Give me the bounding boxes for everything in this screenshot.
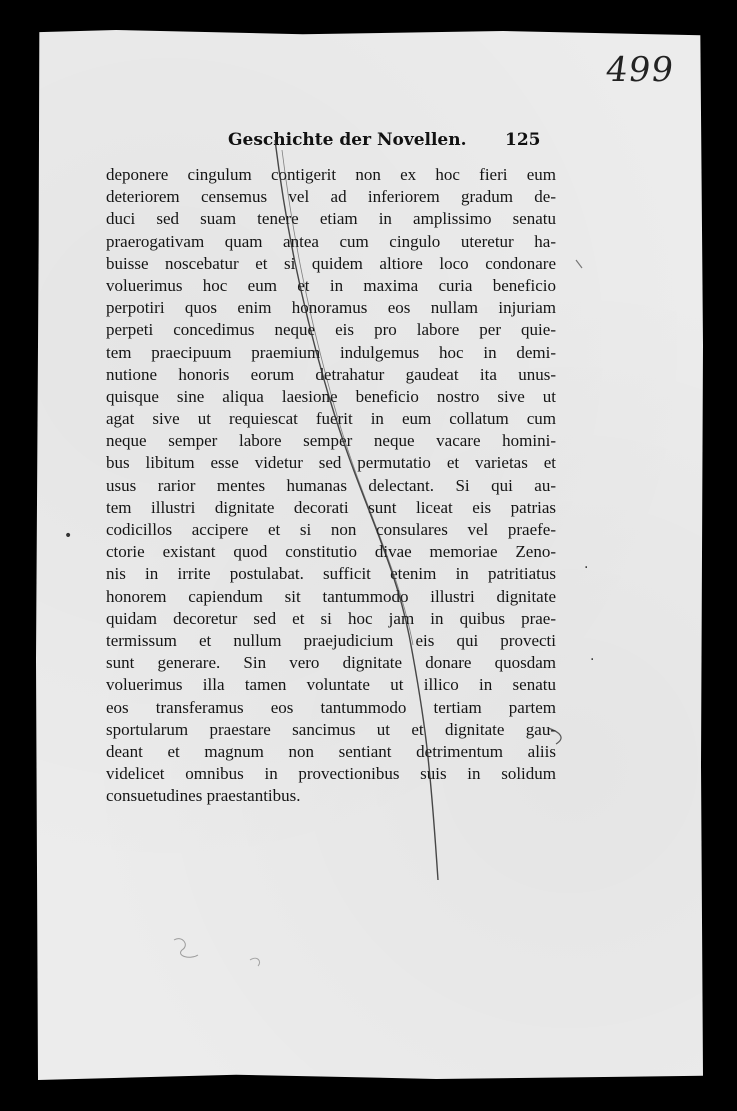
text-line: sportularum praestare sancimus ut et dignitate gau- [106, 719, 556, 739]
body-text [106, 164, 556, 807]
margin-mark: · [584, 560, 589, 576]
text-line: consuetudines praestantibus. [106, 786, 301, 806]
text-line: tem illustri dignitate decorati sunt liceat eis patrias [106, 497, 556, 517]
handwritten-folio-number: 499 [603, 50, 677, 90]
text-line: nutione honoris eorum detrahatur gaudeat ita unus- [106, 364, 556, 384]
text-line: praerogativam quam antea cum cingulo uteretur ha- [106, 231, 556, 251]
text-line: duci sed suam tenere etiam in amplissimo senatu [106, 209, 556, 229]
text-line: deant et magnum non sentiant detrimentum aliis [106, 741, 556, 761]
text-line: bus libitum esse videtur sed permutatio et varietas et [106, 453, 556, 473]
text-line: ctorie existant quod constitutio divae memoriae Zeno- [106, 542, 556, 562]
text-line: perpeti concedimus neque eis pro labore per quie- [106, 320, 556, 340]
page-number: 125 [505, 130, 541, 150]
text-line: usus rarior mentes humanas delectant. Si qui au- [106, 475, 556, 495]
text-line: perpotiri quos enim honoramus eos nullam injuriam [106, 298, 556, 318]
text-line: quisque sine aliqua laesione beneficio nostro sive ut [106, 386, 556, 406]
text-line: deteriorem censemus vel ad inferiorem gradum de- [106, 187, 556, 207]
text-line: videlicet omnibus in provectionibus suis in solidum [106, 764, 556, 784]
margin-mark: · [590, 652, 595, 668]
margin-dot: • [64, 528, 73, 544]
text-line: voluerimus hoc eum et in maxima curia beneficio [106, 275, 556, 295]
text-line: deponere cingulum contigerit non ex hoc fieri eum [106, 165, 556, 184]
text-line: sunt generare. Sin vero dignitate donare quosdam [106, 653, 556, 673]
text-line: tem praecipuum praemium indulgemus hoc in demi- [106, 342, 556, 362]
text-line: codicillos accipere et si non consulares vel praefe- [106, 520, 556, 539]
text-line: termissum et nullum praejudicium eis qui provecti [106, 630, 556, 650]
text-line: quidam decoretur sed et si hoc jam in quibus prae- [106, 608, 556, 628]
text-line: honorem capiendum sit tantummodo illustri dignitate [106, 586, 556, 606]
text-line: nis in irrite postulabat. sufficit etenim in patritiatus [106, 564, 556, 584]
text-line: buisse noscebatur et si quidem altiore loco condonare [106, 253, 556, 273]
running-head: Geschichte der Novellen. [228, 130, 467, 150]
text-line: voluerimus illa tamen voluntate ut illico in senatu [106, 675, 556, 695]
text-line: eos transferamus eos tantummodo tertiam partem [106, 697, 556, 717]
text-line: neque semper labore semper neque vacare homini- [106, 431, 556, 451]
text-line: agat sive ut requiescat fuerit in eum collatum cum [106, 409, 556, 429]
